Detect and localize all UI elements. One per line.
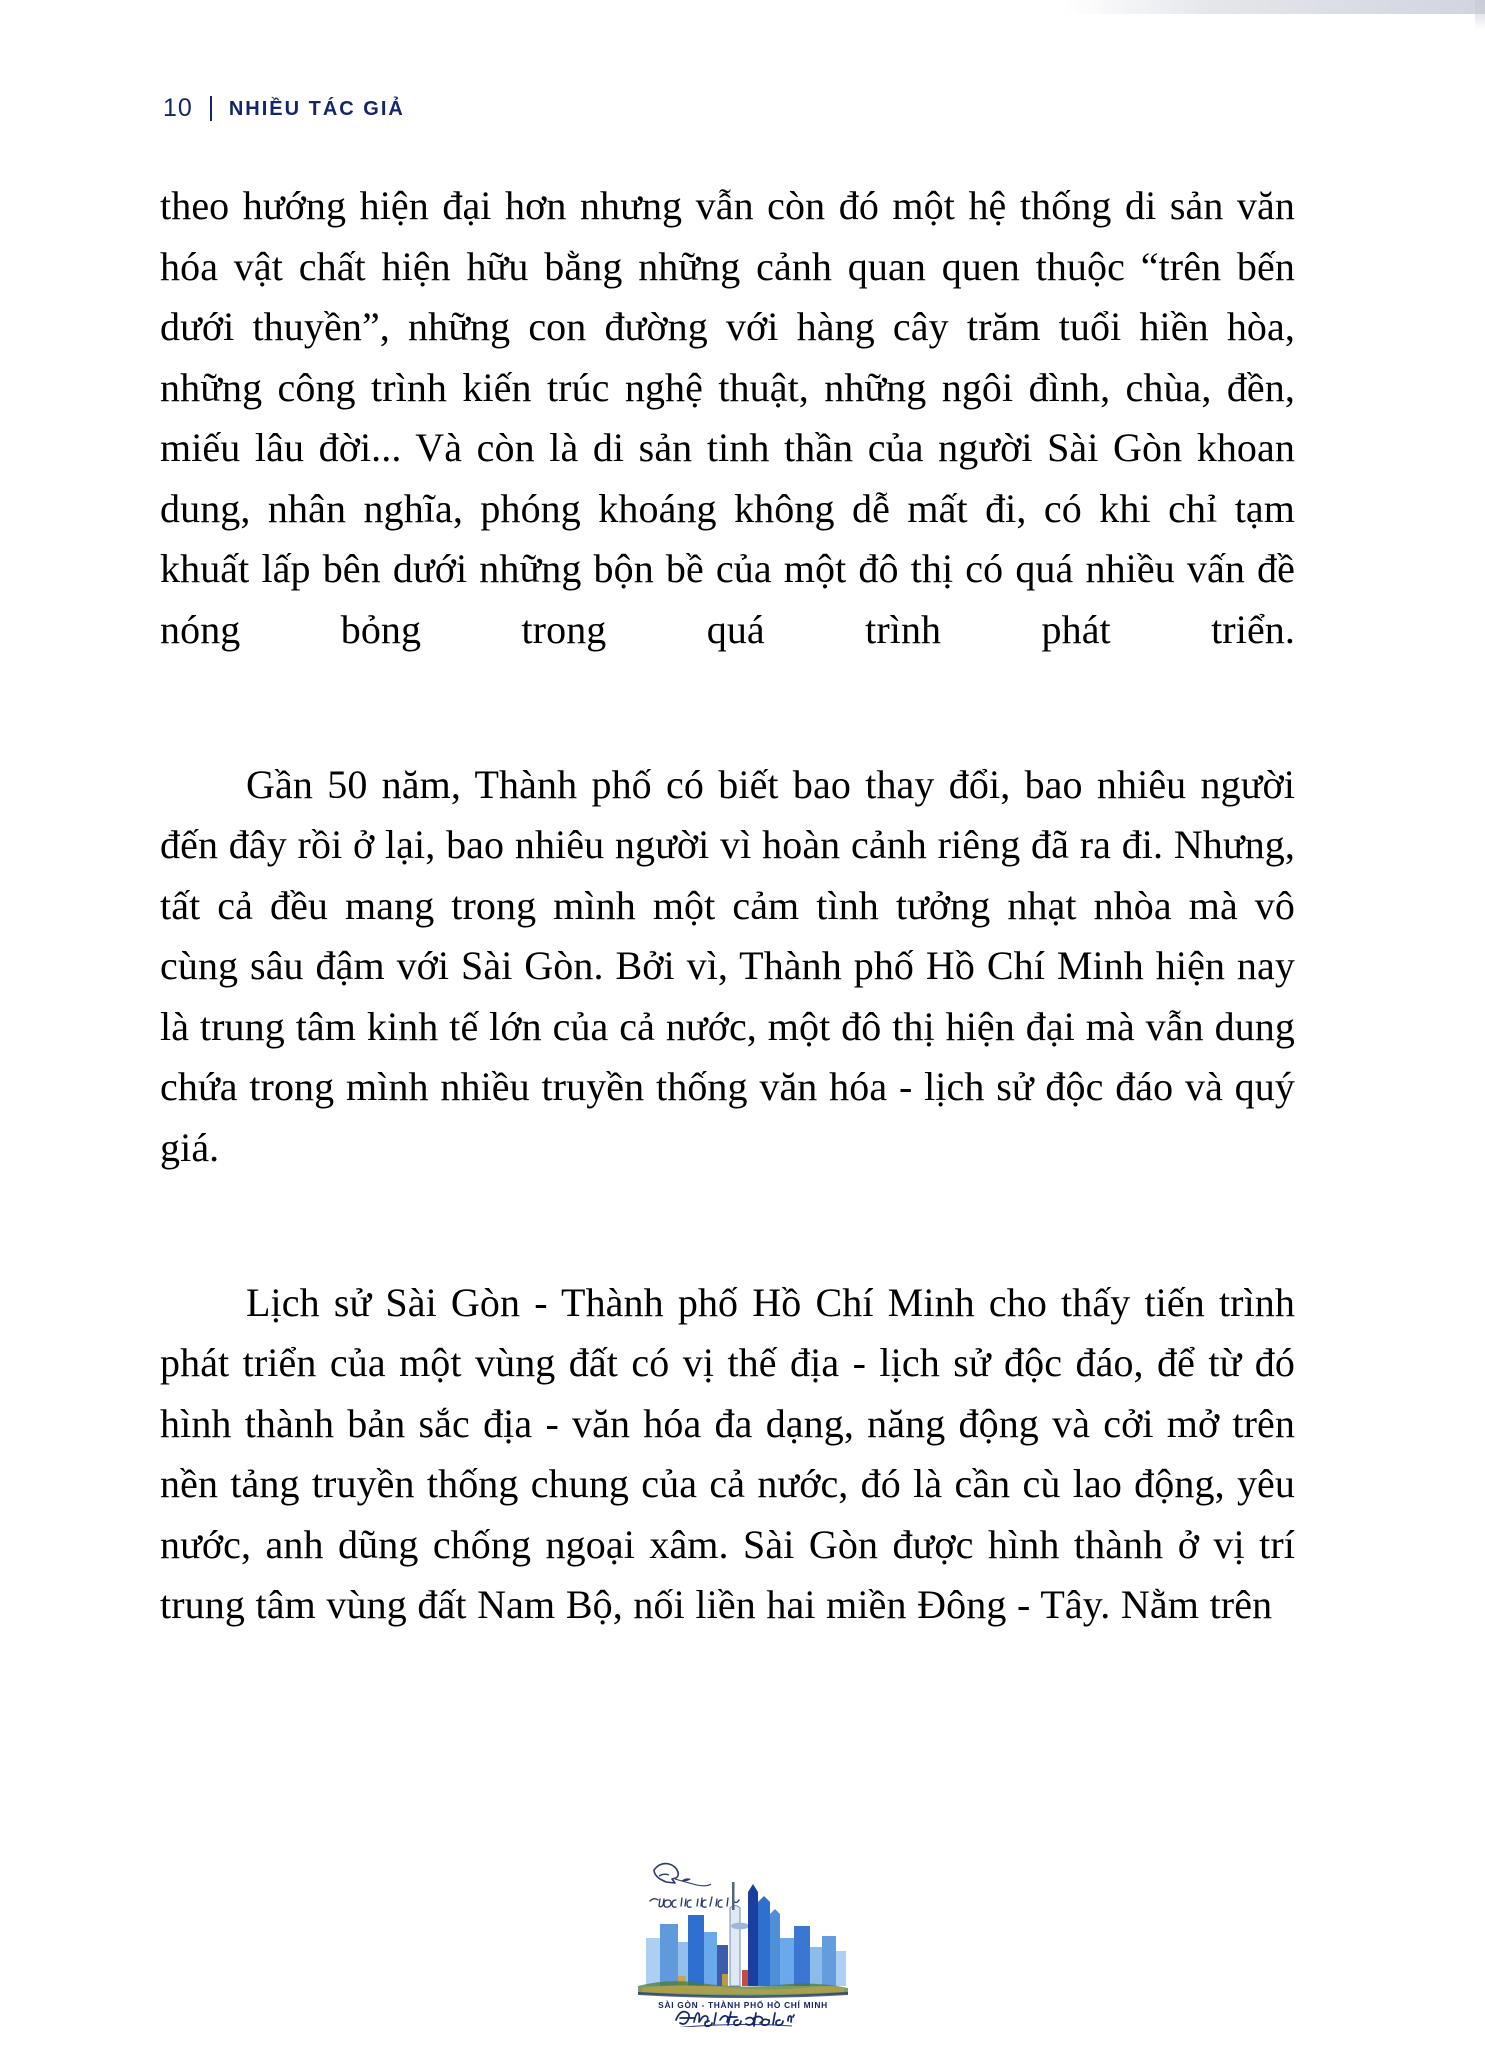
paragraph-3: Lịch sử Sài Gòn - Thành phố Hồ Chí Minh cho thấy tiến trình phát triển của một vùng đất có vị thế địa - lịch sử độc đáo, để từ đó hình thành bản sắc địa - văn hóa đa dạng, năng động và cởi mở trên nền tảng truyền thống chung của cả nước, đó là cần cù lao động, yêu nước, anh dũng chống ngoại xâm. Sài Gòn được hình thành ở vị trí trung tâm vùng đất Nam Bộ, nối liền hai miền Đông - Tây. Nằm trên xyxy=(160,1279,1295,1627)
paragraph-1: theo hướng hiện đại hơn nhưng vẫn còn đó một hệ thống di sản văn hóa vật chất hiện hữu bằng những cảnh quan quen thuộc “trên bến dưới thuyền”, những con đường với hàng cây trăm tuổi hiền hòa, những công trình kiến trúc nghệ thuật, những ngôi đình, chùa, đền, miếu lâu đời... Và còn là di sản tinh thần của người Sài Gòn khoan dung, nhân nghĩa, phóng khoáng không dễ mất đi, có khi chỉ tạm khuất lấp bên dưới những bộn bề của một đô thị có quá nhiều vấn đề nóng bỏng trong quá trình phát triển. xyxy=(160,183,1295,652)
scan-edge-shadow xyxy=(1065,0,1485,14)
header-divider xyxy=(210,96,212,121)
page-number: 10 xyxy=(163,94,193,122)
logo-bird-icon xyxy=(654,1864,711,1886)
logo-tagline-top xyxy=(650,1897,739,1907)
contest-logo xyxy=(618,1852,868,2027)
paragraph-2: Gần 50 năm, Thành phố có biết bao thay đổi, bao nhiêu người đến đây rồi ở lại, bao nhiêu người vì hoàn cảnh riêng đã ra đi. Nhưng, tất cả đều mang trong mình một cảm tình tưởng nhạt nhòa mà vô cùng sâu đậm với Sài Gòn. Bởi vì, Thành phố Hồ Chí Minh hiện nay là trung tâm kinh tế lớn của cả nước, một đô thị hiện đại mà vẫn dung chứa trong mình nhiều truyền thống văn hóa - lịch sử độc đáo và quý giá. xyxy=(160,761,1295,1170)
scan-edge-shadow-vertical xyxy=(1475,0,1485,30)
body-text xyxy=(160,176,1295,1636)
running-head xyxy=(163,96,405,121)
running-head-title: NHIỀU TÁC GIẢ xyxy=(228,97,405,120)
logo-name-line xyxy=(658,1999,828,2010)
logo-script-line xyxy=(674,2012,794,2027)
logo-skyline-illustration xyxy=(638,1882,848,1998)
logo-name-text: SÀI GÒN - THÀNH PHỐ HỒ CHÍ MINH xyxy=(657,2000,828,2010)
